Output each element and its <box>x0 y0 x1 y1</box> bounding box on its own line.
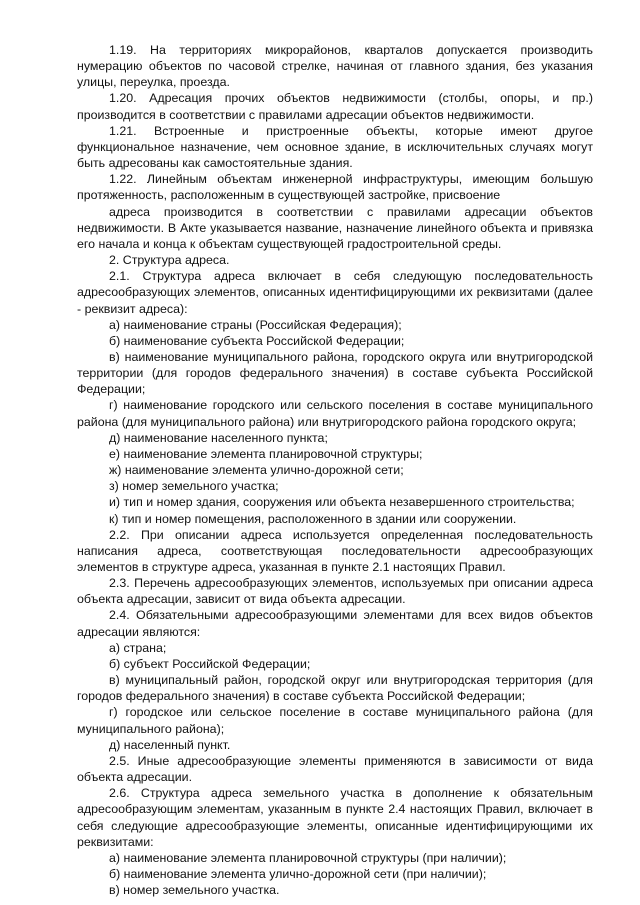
list-item-b: б) наименование субъекта Российской Федерации; <box>109 333 405 348</box>
paragraph-2-3: 2.3. Перечень адресообразующих элементов, используемых при описании адреса объекта адресации, зависит от вида объекта адресации. <box>77 576 593 607</box>
list-item-b: б) субъект Российской Федерации; <box>109 656 311 671</box>
paragraph-1-20: 1.20. Адресация прочих объектов недвижимости (столбы, опоры, и пр.) производится в соответствии с правилами адресации объектов недвижимости. <box>77 91 593 122</box>
list-item-i: и) тип и номер здания, сооружения или объекта незавершенного строительства; <box>109 495 575 510</box>
document-page <box>77 42 593 898</box>
paragraph-2-6: 2.6. Структура адреса земельного участка в дополнение к обязательным адресообразующим элементам, указанным в пункте 2.4 настоящих Правил, включает в себя следующие адресообразующие элементы, описанные идентифицирующими их реквизитами: <box>77 786 593 849</box>
list-item-e: е) наименование элемента планировочной структуры; <box>109 446 423 461</box>
list-item-g: г) наименование городского или сельского поселения в составе муниципального района (для муниципального района) или внутригородского района городского округа; <box>77 398 593 429</box>
paragraph-1-21: 1.21. Встроенные и пристроенные объекты, которые имеют другое функциональное назначение, чем основное здание, в исключительных случаях могут быть адресованы как самостоятельные здания. <box>77 123 593 171</box>
paragraph-2-2: 2.2. При описании адреса используется определенная последовательность написания адреса, соответствующая последовательности адресообразующих элементов в структуре адреса, указанная в пункте 2.1 настоящих Правил. <box>77 527 593 574</box>
list-item-a: а) страна; <box>109 640 167 655</box>
paragraph-1-22: 1.22. Линейным объектам инженерной инфраструктуры, имеющим большую протяженность, расположенным в существующей застройке, присвоение <box>77 172 593 203</box>
list-item-z: з) номер земельного участка; <box>109 479 279 494</box>
list-item-v: в) номер земельного участка. <box>109 883 280 898</box>
paragraph-1-19: 1.19. На территориях микрорайонов, кварталов допускается производить нумерацию объектов по часовой стрелке, начиная от главного здания, без указания улицы, переулка, проезда. <box>77 43 593 90</box>
list-item-a: а) наименование страны (Российская Федерация); <box>109 317 402 332</box>
list-item-k: к) тип и номер помещения, расположенного в здании или сооружении. <box>109 511 517 526</box>
list-item-v: в) наименование муниципального района, городского округа или внутригородской территории (для городов федерального значения) в составе субъекта Российской Федерации; <box>77 349 593 397</box>
list-item-a: а) наименование элемента планировочной структуры (при наличии); <box>109 850 507 865</box>
paragraph-1-22-continued: адреса производится в соответствии с правилами адресации объектов недвижимости. В Акте указывается название, назначение линейного объекта и привязка его начала и конца к объектам существующей градостроительной среды. <box>77 204 593 251</box>
list-item-zh: ж) наименование элемента улично-дорожной сети; <box>109 463 404 478</box>
list-item-d: д) населенный пункт. <box>109 737 231 752</box>
paragraph-2-4: 2.4. Обязательными адресообразующими элементами для всех видов объектов адресации являются: <box>77 608 593 639</box>
section-heading-2: 2. Структура адреса. <box>109 253 230 268</box>
paragraph-2-1: 2.1. Структура адреса включает в себя следующую последовательность адресообразующих элементов, описанных идентифицирующими их реквизитами (далее - реквизит адреса): <box>77 269 593 316</box>
list-item-b: б) наименование элемента улично-дорожной сети (при наличии); <box>109 866 487 881</box>
paragraph-2-5: 2.5. Иные адресообразующие элементы применяются в зависимости от вида объекта адресации. <box>77 753 593 785</box>
list-item-d: д) наименование населенного пункта; <box>109 430 328 445</box>
list-item-v: в) муниципальный район, городской округ или внутригородская территория (для городов федерального значения) в составе субъекта Российской Федерации; <box>77 673 593 704</box>
list-item-g: г) городское или сельское поселение в составе муниципального района (для муниципального района); <box>77 705 593 736</box>
